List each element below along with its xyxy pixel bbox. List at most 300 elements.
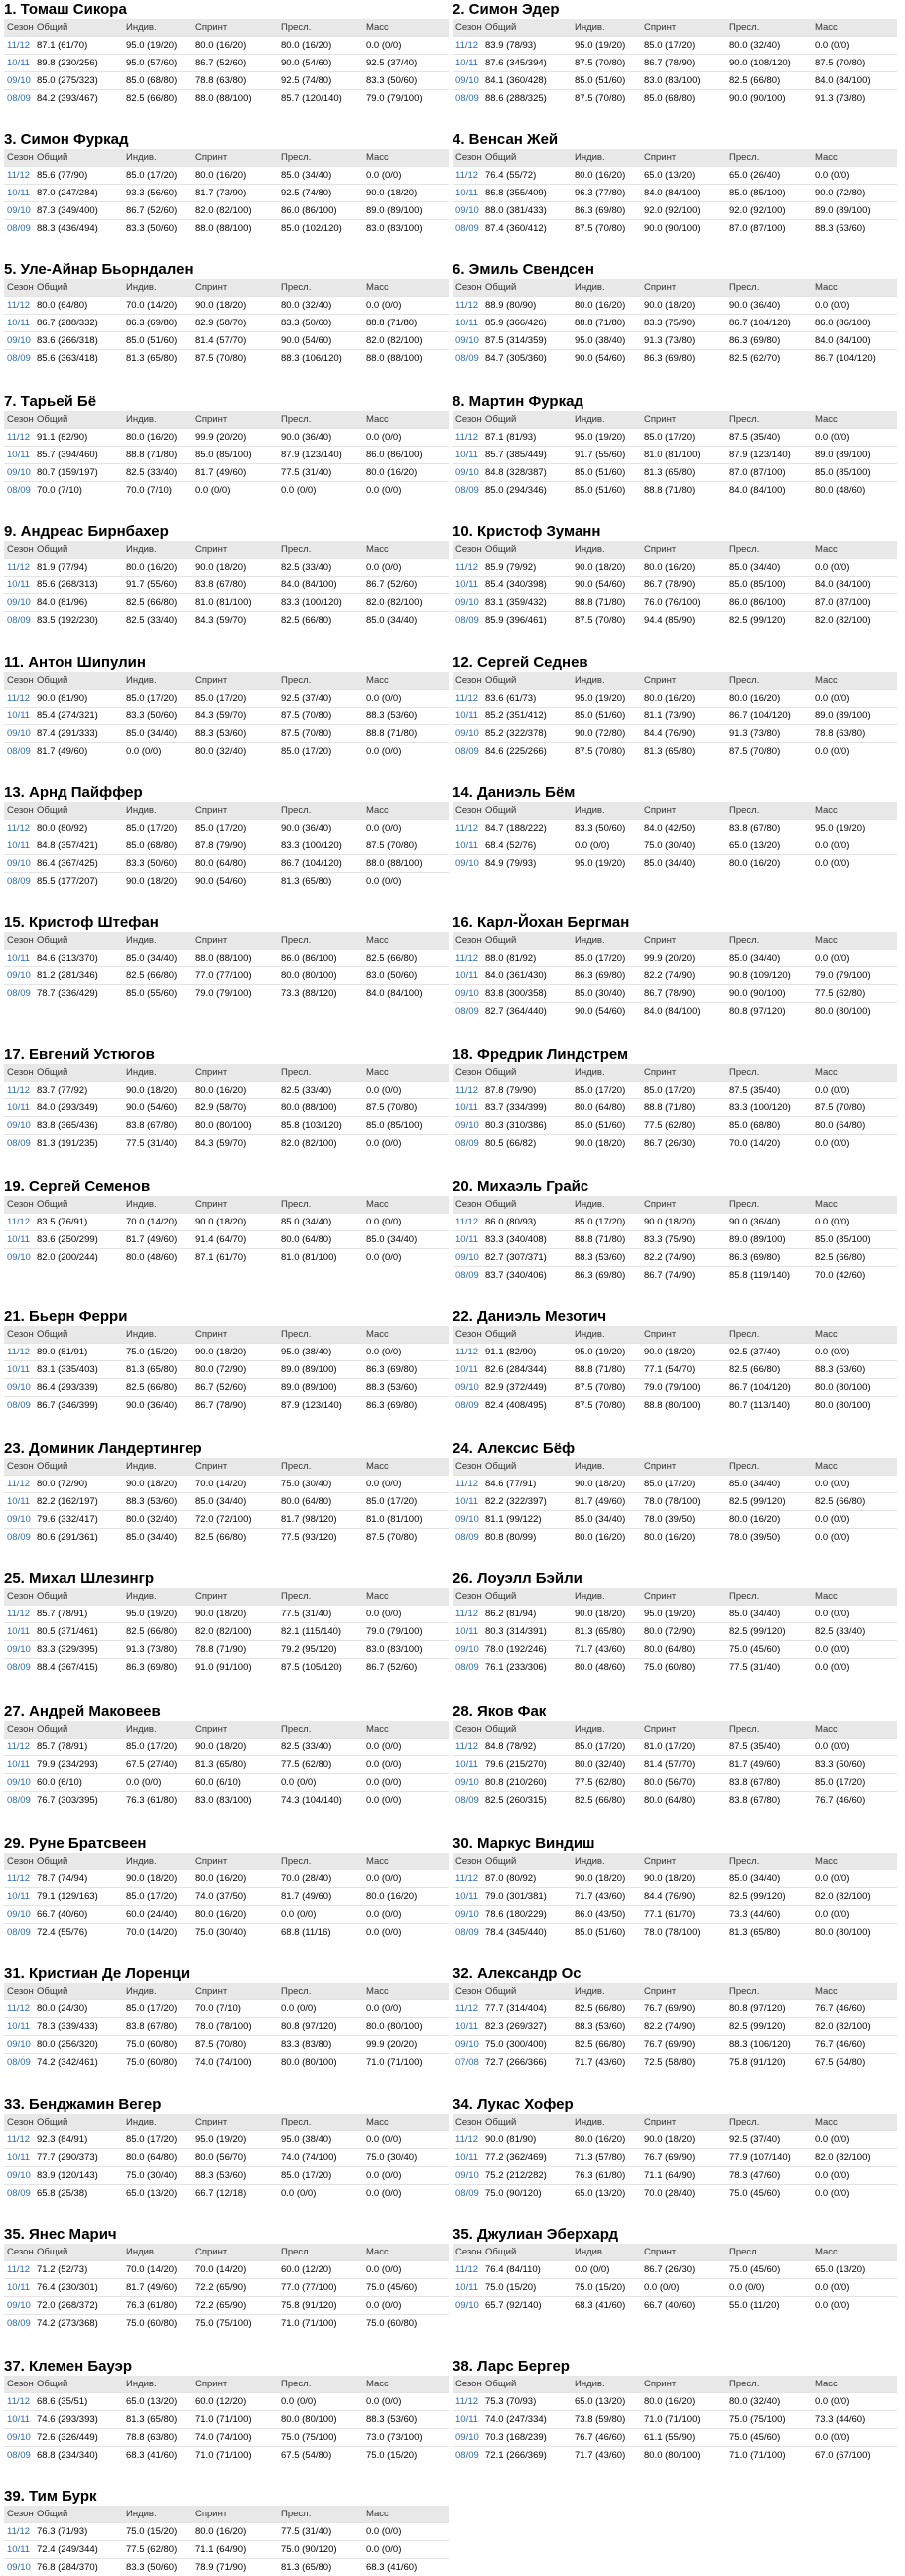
column-header: Спринт bbox=[193, 1064, 278, 1082]
stat-cell: 83.7 (334/399) bbox=[482, 1099, 572, 1117]
season-cell: 10/11 bbox=[4, 1492, 34, 1510]
athlete-name: 18. Фредрик Линдстрем bbox=[452, 1046, 629, 1064]
table-row bbox=[4, 576, 449, 593]
column-header: Масс bbox=[363, 2376, 449, 2393]
season-cell: 11/12 bbox=[452, 1738, 482, 1755]
stat-cell: 0.0 (0/0) bbox=[363, 2523, 449, 2541]
table-row bbox=[452, 855, 897, 873]
stat-cell: 68.8 (234/340) bbox=[34, 2447, 123, 2465]
stat-cell: 61.1 (55/90) bbox=[641, 2429, 726, 2447]
table-row bbox=[4, 2523, 449, 2541]
stat-cell: 80.0 (80/92) bbox=[34, 820, 123, 837]
stat-cell: 85.0 (17/20) bbox=[123, 690, 193, 708]
stat-cell: 87.0 (87/100) bbox=[812, 593, 897, 611]
athlete-name: 31. Кристиан Де Лоренци bbox=[4, 1964, 191, 1982]
column-header: Общий bbox=[482, 1326, 572, 1344]
stat-cell: 0.0 (0/0) bbox=[363, 167, 449, 185]
column-header: Спринт bbox=[641, 1853, 726, 1870]
stat-cell: 85.0 (34/40) bbox=[363, 611, 449, 629]
column-header: Общий bbox=[34, 1458, 123, 1476]
stat-cell: 76.8 (284/370) bbox=[34, 2559, 123, 2576]
stat-cell: 0.0 (0/0) bbox=[123, 743, 193, 761]
stat-cell: 90.0 (18/20) bbox=[641, 297, 726, 315]
stat-cell: 85.0 (51/60) bbox=[572, 708, 641, 725]
stat-cell: 70.0 (28/40) bbox=[278, 1869, 363, 1887]
table-row bbox=[4, 1135, 449, 1153]
stat-cell: 82.5 (66/80) bbox=[123, 1378, 193, 1396]
stat-cell: 85.0 (17/20) bbox=[193, 690, 278, 708]
stat-cell: 80.0 (64/80) bbox=[278, 1230, 363, 1248]
stat-cell: 88.3 (53/60) bbox=[572, 1248, 641, 1266]
table-row bbox=[4, 1791, 449, 1809]
season-cell: 11/12 bbox=[452, 1213, 482, 1230]
column-header: Сезон bbox=[4, 1196, 34, 1214]
stat-cell: 81.3 (65/80) bbox=[123, 1360, 193, 1378]
stat-cell: 71.0 (71/100) bbox=[363, 2053, 449, 2071]
column-header: Спринт bbox=[641, 2244, 726, 2261]
table-row bbox=[4, 2315, 449, 2333]
season-cell: 10/11 bbox=[4, 1755, 34, 1773]
season-cell: 09/10 bbox=[452, 72, 482, 90]
column-header: Сезон bbox=[452, 1458, 482, 1476]
stat-cell: 75.0 (90/120) bbox=[278, 2541, 363, 2559]
stat-cell: 71.0 (71/100) bbox=[278, 2315, 363, 2333]
stat-cell: 88.8 (80/100) bbox=[641, 1396, 726, 1414]
stat-cell: 71.7 (43/60) bbox=[572, 2447, 641, 2465]
column-header: Масс bbox=[812, 411, 897, 429]
stat-cell: 84.6 (313/370) bbox=[34, 950, 123, 967]
table-row bbox=[452, 37, 897, 55]
stat-cell: 80.7 (113/140) bbox=[726, 1396, 812, 1414]
stat-cell: 85.2 (322/378) bbox=[482, 725, 572, 743]
stat-cell: 80.0 (32/40) bbox=[193, 743, 278, 761]
column-header: Сезон bbox=[4, 19, 34, 37]
stat-cell: 84.2 (393/467) bbox=[34, 90, 123, 108]
table-row bbox=[4, 2279, 449, 2297]
table-row bbox=[4, 2035, 449, 2053]
stat-cell: 85.0 (34/40) bbox=[726, 950, 812, 967]
stat-cell: 0.0 (0/0) bbox=[363, 481, 449, 499]
column-header: Индив. bbox=[572, 1721, 641, 1739]
stat-cell: 83.3 (50/60) bbox=[123, 220, 193, 238]
stat-cell: 85.6 (77/90) bbox=[34, 167, 123, 185]
season-cell: 10/11 bbox=[452, 708, 482, 725]
stat-cell: 83.8 (67/80) bbox=[193, 576, 278, 593]
stat-cell: 86.3 (69/80) bbox=[363, 1396, 449, 1414]
table-row bbox=[452, 2017, 897, 2035]
stat-cell: 79.0 (79/100) bbox=[641, 1378, 726, 1396]
athlete-name: 12. Сергей Седнев bbox=[452, 654, 588, 672]
column-header: Индив. bbox=[123, 411, 193, 429]
stat-cell: 85.0 (85/100) bbox=[363, 1117, 449, 1135]
column-header: Пресл. bbox=[278, 2244, 363, 2261]
stat-cell: 85.8 (119/140) bbox=[726, 1266, 812, 1284]
stat-cell: 75.0 (45/60) bbox=[726, 2429, 812, 2447]
stat-cell: 0.0 (0/0) bbox=[363, 873, 449, 891]
column-header: Спринт bbox=[641, 279, 726, 297]
stat-cell: 83.0 (83/100) bbox=[363, 1640, 449, 1658]
column-header: Пресл. bbox=[278, 2114, 363, 2131]
table-row bbox=[452, 297, 897, 315]
stat-cell: 86.7 (52/60) bbox=[193, 1378, 278, 1396]
column-header: Сезон bbox=[452, 279, 482, 297]
stat-cell: 82.5 (66/80) bbox=[726, 1360, 812, 1378]
table-row bbox=[452, 950, 897, 967]
athlete-card bbox=[452, 1834, 897, 1941]
table-row bbox=[4, 690, 449, 708]
column-header: Сезон bbox=[452, 802, 482, 820]
athlete-card bbox=[452, 2357, 897, 2464]
stat-cell: 82.5 (66/80) bbox=[572, 2035, 641, 2053]
athlete-card bbox=[452, 130, 897, 237]
athlete-name: 29. Руне Братсвеен bbox=[4, 1834, 147, 1852]
stat-cell: 82.5 (66/80) bbox=[572, 1999, 641, 2017]
table-row bbox=[452, 820, 897, 837]
column-header: Индив. bbox=[572, 279, 641, 297]
stat-cell: 99.9 (20/20) bbox=[193, 428, 278, 446]
stat-cell: 90.0 (18/20) bbox=[572, 558, 641, 576]
athlete-name: 30. Маркус Виндиш bbox=[452, 1834, 595, 1852]
stat-cell: 85.9 (79/92) bbox=[482, 558, 572, 576]
season-cell: 08/09 bbox=[4, 2447, 34, 2465]
table-row bbox=[4, 315, 449, 332]
stat-cell: 0.0 (0/0) bbox=[363, 2541, 449, 2559]
stat-cell: 80.0 (64/80) bbox=[193, 855, 278, 873]
season-cell: 08/09 bbox=[4, 1923, 34, 1941]
column-header: Индив. bbox=[123, 279, 193, 297]
stats-table bbox=[4, 1721, 449, 1809]
column-header: Общий bbox=[482, 2114, 572, 2131]
table-row bbox=[452, 1773, 897, 1791]
season-cell: 08/09 bbox=[452, 90, 482, 108]
column-header: Пресл. bbox=[726, 149, 812, 167]
stat-cell: 82.1 (115/140) bbox=[278, 1622, 363, 1640]
stat-cell: 0.0 (0/0) bbox=[363, 428, 449, 446]
stat-cell: 72.0 (72/100) bbox=[193, 1510, 278, 1528]
season-cell: 08/09 bbox=[452, 1396, 482, 1414]
column-header: Спринт bbox=[193, 1983, 278, 2000]
stat-cell: 85.8 (103/120) bbox=[278, 1117, 363, 1135]
stat-cell: 85.0 (17/20) bbox=[572, 950, 641, 967]
stat-cell: 88.3 (436/494) bbox=[34, 220, 123, 238]
season-cell: 09/10 bbox=[452, 1510, 482, 1528]
stat-cell: 82.5 (33/40) bbox=[278, 1738, 363, 1755]
stat-cell: 90.0 (36/40) bbox=[278, 820, 363, 837]
column-header: Пресл. bbox=[726, 672, 812, 690]
athlete-card bbox=[4, 1702, 449, 1809]
stat-cell: 92.5 (74/80) bbox=[278, 72, 363, 90]
table-row bbox=[4, 743, 449, 761]
athlete-name: 2. Симон Эдер bbox=[452, 1, 560, 18]
stat-cell: 72.6 (326/449) bbox=[34, 2429, 123, 2447]
stats-table bbox=[4, 1326, 449, 1414]
column-header: Масс bbox=[812, 279, 897, 297]
column-header: Пресл. bbox=[278, 2376, 363, 2393]
stat-cell: 83.3 (50/60) bbox=[123, 2559, 193, 2576]
stat-cell: 0.0 (0/0) bbox=[812, 1082, 897, 1099]
season-cell: 10/11 bbox=[452, 837, 482, 855]
stat-cell: 80.0 (48/60) bbox=[123, 1248, 193, 1266]
stat-cell: 0.0 (0/0) bbox=[363, 2185, 449, 2203]
table-row bbox=[452, 743, 897, 761]
table-row bbox=[4, 708, 449, 725]
stat-cell: 76.3 (61/80) bbox=[123, 2297, 193, 2315]
column-header: Индив. bbox=[572, 19, 641, 37]
stat-cell: 65.0 (13/20) bbox=[123, 2393, 193, 2411]
season-cell: 08/09 bbox=[4, 2185, 34, 2203]
stat-cell: 88.4 (367/415) bbox=[34, 1658, 123, 1676]
column-header: Сезон bbox=[452, 1064, 482, 1082]
stat-cell: 85.0 (102/120) bbox=[278, 220, 363, 238]
table-row bbox=[4, 1475, 449, 1492]
column-header: Общий bbox=[482, 411, 572, 429]
table-header-row bbox=[4, 672, 449, 690]
season-cell: 11/12 bbox=[4, 428, 34, 446]
table-row bbox=[452, 558, 897, 576]
stat-cell: 82.0 (82/100) bbox=[363, 332, 449, 350]
stat-cell: 0.0 (0/0) bbox=[363, 1605, 449, 1622]
stats-table bbox=[452, 1853, 897, 1941]
athlete-name: 3. Симон Фуркад bbox=[4, 131, 129, 149]
column-header: Общий bbox=[482, 541, 572, 559]
stat-cell: 85.0 (68/80) bbox=[641, 90, 726, 108]
table-row bbox=[4, 967, 449, 985]
column-header: Индив. bbox=[123, 149, 193, 167]
stat-cell: 79.0 (79/100) bbox=[363, 1622, 449, 1640]
table-header-row bbox=[4, 802, 449, 820]
athlete-card bbox=[4, 522, 449, 629]
table-header-row bbox=[4, 1588, 449, 1606]
stat-cell: 80.0 (16/20) bbox=[726, 855, 812, 873]
stats-table bbox=[452, 1588, 897, 1676]
table-row bbox=[4, 837, 449, 855]
column-header: Масс bbox=[363, 1064, 449, 1082]
column-header: Индив. bbox=[123, 1721, 193, 1739]
season-cell: 08/09 bbox=[452, 1528, 482, 1546]
column-header: Общий bbox=[34, 2244, 123, 2261]
stat-cell: 75.0 (30/40) bbox=[123, 2167, 193, 2185]
season-cell: 08/09 bbox=[4, 1658, 34, 1676]
stat-cell: 75.0 (45/60) bbox=[726, 2185, 812, 2203]
stat-cell: 80.0 (80/100) bbox=[278, 2411, 363, 2429]
stat-cell: 80.0 (88/100) bbox=[278, 1099, 363, 1117]
column-header: Спринт bbox=[641, 932, 726, 950]
column-header: Индив. bbox=[572, 1196, 641, 1214]
stat-cell: 0.0 (0/0) bbox=[812, 1658, 897, 1676]
table-row bbox=[4, 37, 449, 55]
stat-cell: 85.7 (394/460) bbox=[34, 446, 123, 463]
stat-cell: 88.3 (53/60) bbox=[123, 1492, 193, 1510]
table-row bbox=[452, 708, 897, 725]
stat-cell: 88.6 (288/325) bbox=[482, 90, 572, 108]
column-header: Индив. bbox=[123, 1196, 193, 1214]
table-row bbox=[4, 1887, 449, 1905]
stat-cell: 75.0 (60/80) bbox=[123, 2315, 193, 2333]
table-header-row bbox=[4, 19, 449, 37]
table-row bbox=[452, 220, 897, 238]
column-header: Масс bbox=[812, 1588, 897, 1606]
stat-cell: 82.5 (66/80) bbox=[123, 90, 193, 108]
stat-cell: 86.3 (69/80) bbox=[363, 1360, 449, 1378]
column-header: Спринт bbox=[193, 932, 278, 950]
stat-cell: 84.0 (84/100) bbox=[812, 72, 897, 90]
stat-cell: 0.0 (0/0) bbox=[278, 2393, 363, 2411]
season-cell: 11/12 bbox=[4, 820, 34, 837]
stat-cell: 87.5 (70/80) bbox=[278, 725, 363, 743]
season-cell: 09/10 bbox=[452, 985, 482, 1003]
table-row bbox=[4, 1117, 449, 1135]
table-row bbox=[452, 481, 897, 499]
stats-table bbox=[452, 932, 897, 1020]
column-header: Спринт bbox=[641, 1588, 726, 1606]
season-cell: 11/12 bbox=[4, 1082, 34, 1099]
athlete-name: 11. Антон Шипулин bbox=[4, 654, 146, 672]
stats-table bbox=[452, 1458, 897, 1546]
column-header: Сезон bbox=[452, 541, 482, 559]
table-row bbox=[4, 185, 449, 202]
stat-cell: 0.0 (0/0) bbox=[641, 2279, 726, 2297]
season-cell: 08/09 bbox=[452, 1658, 482, 1676]
stat-cell: 79.2 (95/120) bbox=[278, 1640, 363, 1658]
stat-cell: 72.4 (249/344) bbox=[34, 2541, 123, 2559]
column-header: Масс bbox=[812, 2376, 897, 2393]
season-cell: 10/11 bbox=[452, 185, 482, 202]
stat-cell: 76.7 (46/60) bbox=[812, 1999, 897, 2017]
stat-cell: 84.0 (361/430) bbox=[482, 967, 572, 985]
table-row bbox=[452, 2279, 897, 2297]
table-row bbox=[452, 1869, 897, 1887]
stat-cell: 85.0 (34/40) bbox=[572, 1510, 641, 1528]
stat-cell: 0.0 (0/0) bbox=[812, 1738, 897, 1755]
column-header: Пресл. bbox=[278, 279, 363, 297]
stat-cell: 0.0 (0/0) bbox=[812, 1213, 897, 1230]
stat-cell: 80.0 (16/20) bbox=[278, 37, 363, 55]
column-header: Пресл. bbox=[278, 19, 363, 37]
stat-cell: 87.5 (35/40) bbox=[726, 1738, 812, 1755]
column-header: Спринт bbox=[641, 1983, 726, 2000]
stat-cell: 86.3 (69/80) bbox=[123, 315, 193, 332]
stat-cell: 81.3 (65/80) bbox=[193, 1755, 278, 1773]
stat-cell: 75.0 (300/400) bbox=[482, 2035, 572, 2053]
table-header-row bbox=[452, 2376, 897, 2393]
stat-cell: 0.0 (0/0) bbox=[812, 1905, 897, 1923]
column-header: Пресл. bbox=[278, 802, 363, 820]
table-header-row bbox=[452, 672, 897, 690]
stat-cell: 80.0 (64/80) bbox=[123, 2149, 193, 2167]
column-header: Индив. bbox=[123, 2506, 193, 2523]
table-row bbox=[452, 1492, 897, 1510]
table-row bbox=[4, 820, 449, 837]
stats-table bbox=[452, 19, 897, 107]
table-row bbox=[4, 463, 449, 481]
stat-cell: 85.0 (34/40) bbox=[641, 855, 726, 873]
season-cell: 08/09 bbox=[452, 1135, 482, 1153]
stat-cell: 80.0 (16/20) bbox=[123, 428, 193, 446]
stat-cell: 85.0 (34/40) bbox=[363, 1230, 449, 1248]
stat-cell: 85.0 (51/60) bbox=[572, 463, 641, 481]
stat-cell: 81.9 (77/94) bbox=[34, 558, 123, 576]
stat-cell: 83.3 (50/60) bbox=[572, 820, 641, 837]
stat-cell: 72.5 (58/80) bbox=[641, 2053, 726, 2071]
season-cell: 11/12 bbox=[452, 950, 482, 967]
season-cell: 10/11 bbox=[452, 2411, 482, 2429]
column-header: Масс bbox=[363, 1853, 449, 1870]
column-header: Спринт bbox=[641, 1458, 726, 1476]
stat-cell: 80.0 (72/90) bbox=[641, 1622, 726, 1640]
athlete-card bbox=[452, 522, 897, 629]
stat-cell: 60.0 (6/10) bbox=[34, 1773, 123, 1791]
stat-cell: 80.0 (80/100) bbox=[193, 1117, 278, 1135]
table-header-row bbox=[452, 19, 897, 37]
stat-cell: 0.0 (0/0) bbox=[363, 1135, 449, 1153]
table-row bbox=[4, 1510, 449, 1528]
stat-cell: 83.0 (83/100) bbox=[641, 72, 726, 90]
stat-cell: 80.6 (291/361) bbox=[34, 1528, 123, 1546]
stat-cell: 82.0 (82/100) bbox=[363, 593, 449, 611]
athlete-card bbox=[452, 1177, 897, 1284]
stat-cell: 86.7 (104/120) bbox=[278, 855, 363, 873]
column-header: Спринт bbox=[641, 1064, 726, 1082]
table-row bbox=[452, 2053, 897, 2071]
stat-cell: 71.7 (43/60) bbox=[572, 1887, 641, 1905]
column-header: Масс bbox=[812, 2114, 897, 2131]
athlete-card bbox=[4, 2095, 449, 2202]
column-header: Индив. bbox=[572, 1326, 641, 1344]
stat-cell: 75.0 (60/80) bbox=[363, 2315, 449, 2333]
stat-cell: 87.0 (80/92) bbox=[482, 1869, 572, 1887]
athlete-name: 32. Александр Ос bbox=[452, 1964, 582, 1982]
stat-cell: 86.3 (69/80) bbox=[726, 1248, 812, 1266]
stat-cell: 86.3 (69/80) bbox=[572, 967, 641, 985]
stat-cell: 82.0 (82/100) bbox=[193, 202, 278, 220]
stat-cell: 86.2 (81/94) bbox=[482, 1605, 572, 1622]
stat-cell: 79.0 (79/100) bbox=[193, 985, 278, 1003]
season-cell: 10/11 bbox=[4, 837, 34, 855]
stat-cell: 80.0 (256/320) bbox=[34, 2035, 123, 2053]
athlete-card bbox=[4, 0, 449, 107]
stat-cell: 87.5 (70/80) bbox=[572, 1378, 641, 1396]
stats-table bbox=[4, 411, 449, 499]
season-cell: 08/09 bbox=[4, 985, 34, 1003]
table-header-row bbox=[4, 1983, 449, 2000]
stat-cell: 80.0 (16/20) bbox=[193, 2523, 278, 2541]
column-header: Сезон bbox=[4, 1326, 34, 1344]
season-cell: 08/09 bbox=[4, 2053, 34, 2071]
stat-cell: 86.7 (52/60) bbox=[363, 576, 449, 593]
stat-cell: 0.0 (0/0) bbox=[812, 837, 897, 855]
season-cell: 10/11 bbox=[452, 1492, 482, 1510]
table-row bbox=[452, 2131, 897, 2149]
column-header: Масс bbox=[812, 1458, 897, 1476]
stat-cell: 86.0 (86/100) bbox=[812, 315, 897, 332]
table-row bbox=[452, 202, 897, 220]
stat-cell: 77.7 (290/373) bbox=[34, 2149, 123, 2167]
stat-cell: 77.5 (62/80) bbox=[123, 2541, 193, 2559]
table-row bbox=[4, 1605, 449, 1622]
table-row bbox=[4, 481, 449, 499]
table-row bbox=[452, 315, 897, 332]
athlete-name: 25. Михал Шлезингр bbox=[4, 1569, 155, 1587]
season-cell: 09/10 bbox=[4, 1117, 34, 1135]
stat-cell: 81.7 (49/60) bbox=[123, 2279, 193, 2297]
column-header: Спринт bbox=[193, 1326, 278, 1344]
stat-cell: 68.8 (11/16) bbox=[278, 1923, 363, 1941]
stat-cell: 72.0 (268/372) bbox=[34, 2297, 123, 2315]
stat-cell: 77.5 (31/40) bbox=[726, 1658, 812, 1676]
stat-cell: 85.0 (294/346) bbox=[482, 481, 572, 499]
athlete-name: 8. Мартин Фуркад bbox=[452, 392, 583, 410]
season-cell: 09/10 bbox=[4, 1640, 34, 1658]
